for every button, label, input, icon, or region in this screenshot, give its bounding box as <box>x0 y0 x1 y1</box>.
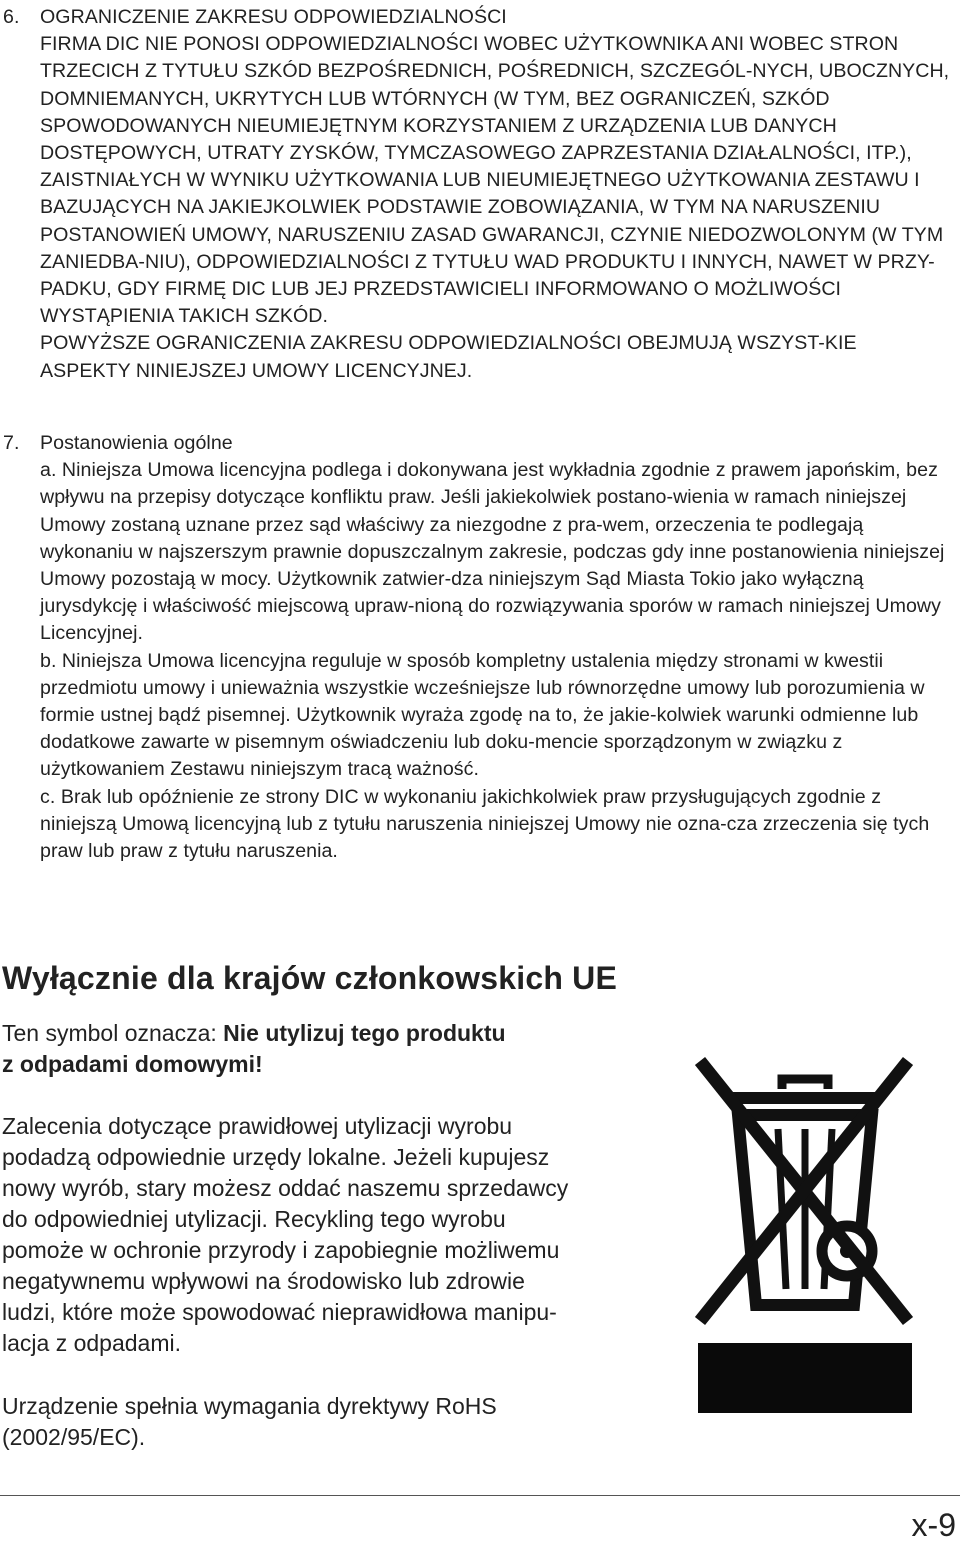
eu-disposal-line: nowy wyrób, stary możesz oddać naszemu sprzedawcy <box>2 1175 569 1201</box>
section-7 <box>40 430 950 865</box>
eu-disposal-line: pomoże w ochronie przyrody i zapobiegnie możliwemu <box>2 1237 560 1263</box>
eu-disposal-line: negatywnemu wpływowi na środowisko lub zdrowie <box>2 1268 525 1294</box>
eu-rohs-line: (2002/95/EC). <box>2 1424 146 1450</box>
eu-symbol-warning-1: Nie utylizuj tego produktu <box>223 1020 506 1046</box>
footer-divider <box>0 1495 960 1496</box>
section-6 <box>40 4 950 385</box>
section-6-heading: OGRANICZENIE ZAKRESU ODPOWIEDZIALNOŚCI <box>40 6 507 28</box>
eu-disposal-line: do odpowiedniej utylizacji. Recykling tego wyrobu <box>2 1206 506 1232</box>
section-7-number: 7. <box>3 432 20 454</box>
section-7-clause-c: c. Brak lub opóźnienie ze strony DIC w wykonaniu jakichkolwiek praw przysługujących zgodnie z niniejszą Umową licencyjną lub z tytułu naruszenia niniejszej Umowy nie ozna-cza zrzeczenia się tych praw lub praw z tytułu naruszenia. <box>40 785 930 863</box>
eu-disposal-line: ludzi, które może spowodować nieprawidłowa manipu- <box>2 1299 557 1325</box>
section-6-paragraph-2: POWYŻSZE OGRANICZENIA ZAKRESU ODPOWIEDZIALNOŚCI OBEJMUJĄ WSZYST-KIE ASPEKTY NINIEJSZEJ UMOWY LICENCYJNEJ. <box>40 332 857 382</box>
eu-disposal-line: podadzą odpowiednie urzędy lokalne. Jeżeli kupujesz <box>2 1144 550 1170</box>
eu-disposal-line: lacja z odpadami. <box>2 1330 181 1356</box>
section-6-number: 6. <box>3 6 20 28</box>
page-number: x-9 <box>911 1507 956 1543</box>
eu-symbol-prefix: Ten symbol oznacza: <box>2 1020 224 1046</box>
eu-rohs-line: Urządzenie spełnia wymagania dyrektywy RoHS <box>2 1393 497 1419</box>
eu-rohs-paragraph <box>2 1391 652 1453</box>
section-7-clause-a: a. Niniejsza Umowa licencyjna podlega i dokonywana jest wykładnia zgodnie z prawem japońskim, bez wpływu na przepisy dotyczące konfliktu praw. Jeśli jakiekolwiek postano-wienia w ramach niniejszej Umowy zostaną uznane przez sąd właściwy za niezgodne z pra-wem, orzeczenia te podlegają wykonaniu w najszerszym prawnie dopuszczalnym zakresie, podczas gdy inne postanowienia niniejszej Umowy pozostają w mocy. Użytkownik zatwier-dza niniejszym Sąd Miasta Tokio jako wyłączną jurysdykcję i właściwość miejscową upraw-nioną do rozwiązywania sporów w ramach niniejszej Umowy Licencyjnej. <box>40 459 945 645</box>
eu-symbol-meaning <box>2 1018 652 1080</box>
eu-symbol-warning-2: z odpadami domowymi! <box>2 1051 263 1077</box>
section-7-clause-b: b. Niniejsza Umowa licencyjna reguluje w sposób kompletny ustalenia między stronami w kwestii przedmiotu umowy i unieważnia wszystkie wcześniejsze lub równorzędne umowy lub porozumienia w formie ustnej bądź pisemnej. Użytkownik wyraża zgodę na to, że jakie-kolwiek warunki odmienne lub dodatkowe zawarte w pisemnym oświadczeniu lub doku-mencie sporządzonym w związku z użytkowaniem Zestawu niniejszym tracą ważność. <box>40 649 925 781</box>
eu-disposal-line: Zalecenia dotyczące prawidłowej utylizacji wyrobu <box>2 1113 513 1139</box>
eu-section-title: Wyłącznie dla krajów członkowskich UE <box>2 960 618 996</box>
eu-disposal-paragraph <box>2 1111 652 1359</box>
weee-crossed-out-bin-icon <box>694 1043 916 1413</box>
section-7-heading: Postanowienia ogólne <box>40 432 233 454</box>
section-6-paragraph-1: FIRMA DIC NIE PONOSI ODPOWIEDZIALNOŚCI WOBEC UŻYTKOWNIKA ANI WOBEC STRON TRZECICH Z TYTUŁU SZKÓD BEZPOŚREDNICH, POŚREDNICH, SZCZEGÓL-NYCH, UBOCZNYCH, DOMNIEMANYCH, UKRYTYCH LUB WTÓRNYCH (W TYM, BEZ OGRANICZEŃ, SZKÓD SPOWODOWANYCH NIEUMIEJĘTNYM KORZYSTANIEM Z URZĄDZENIA LUB DANYCH DOSTĘPOWYCH, UTRATY ZYSKÓW, TYMCZASOWEGO ZAPRZESTANIA DZIAŁALNOŚCI, ITP.), ZAISTNIAŁYCH W WYNIKU UŻYTKOWANIA LUB NIEUMIEJĘTNEGO UŻYTKOWANIA ZESTAWU I BAZUJĄCYCH NA JAKIEJKOLWIEK PODSTAWIE ZOBOWIĄZANIA, W TYM NA NARUSZENIU POSTANOWIEŃ UMOWY, NARUSZENIU ZASAD GWARANCJI, CZYNIE NIEDOZWOLONYM (W TYM ZANIEDBA-NIU), ODPOWIEDZIALNOŚCI Z TYTUŁU WAD PRODUKTU I INNYCH, NAWET W PRZY-PADKU, GDY FIRMĘ DIC LUB JEJ PRZEDSTAWICIELI INFORMOWANO O MOŻLIWOŚCI WYSTĄPIENIA TAKICH SZKÓD. <box>40 33 950 328</box>
